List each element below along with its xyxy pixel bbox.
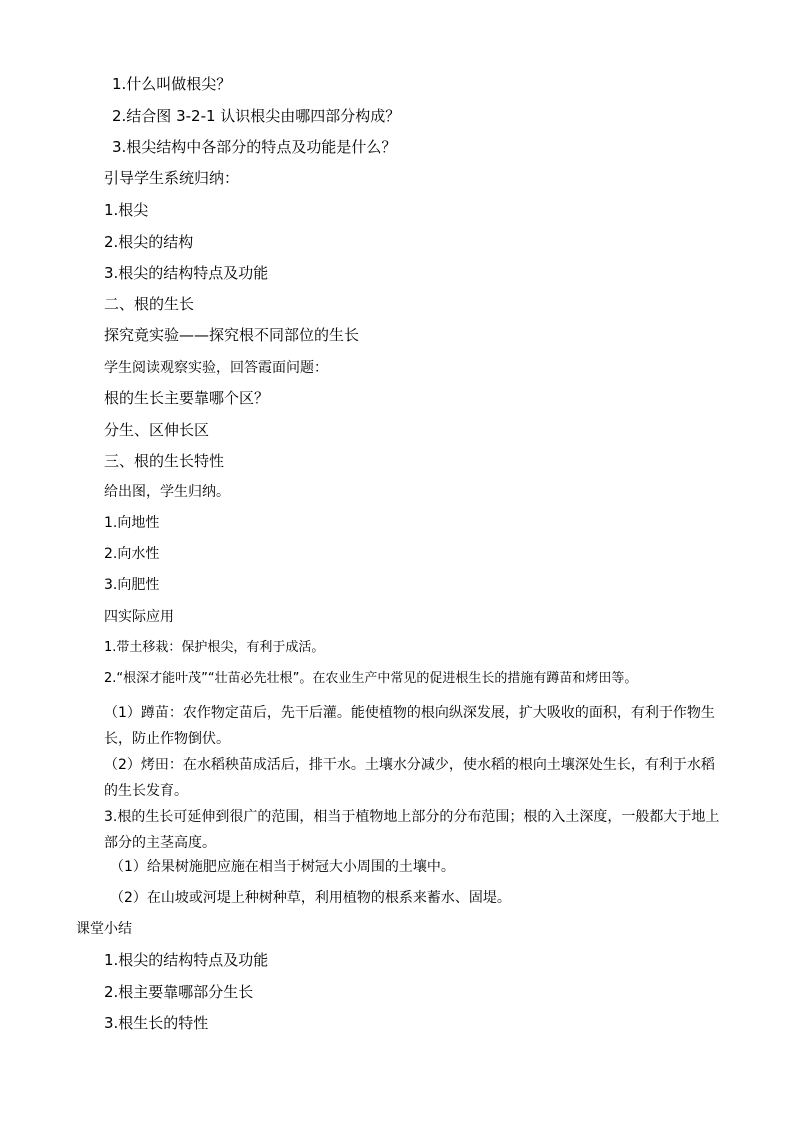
- summary-item-3: 3.根生长的特性: [104, 1014, 209, 1032]
- question-1: 1.什么叫做根尖？: [112, 75, 232, 93]
- section2-answer: 分生、区伸长区: [104, 421, 210, 439]
- section4-p1: 1.带土移栽：保护根尖，有利于成活。: [104, 640, 325, 655]
- section2-instruction: 学生阅读观察实验，回答霞面问题：: [104, 360, 328, 376]
- summary-item-1: 1.根尖的结构特点及功能: [104, 951, 269, 969]
- guide-item-2: 2.根尖的结构: [104, 233, 194, 251]
- section4-p2: 2.“根深才能叶茂”“壮苗必先壮根”。在农业生产中常见的促进根生长的措施有蹲苗和烤田等。: [104, 671, 638, 686]
- section4-p2a: （1）蹲苗：农作物定苗后，先干后灌。能使植物的根向纵深发展，扩大吸收的面积，有利于作物生长，防止作物倒伏。: [104, 705, 715, 747]
- section4-heading: 四实际应用: [104, 609, 174, 625]
- section4-p2b: （2）烤田：在水稻秧苗成活后，排干水。土壤水分减少，使水稻的根向土壤深处生长，有利于水稻的生长发育。: [104, 757, 715, 799]
- section2-experiment: 探究竟实验——探究根不同部位的生长: [104, 326, 360, 344]
- guide-item-1: 1.根尖: [104, 201, 149, 219]
- section4-p3: 3.根的生长可延伸到很广的范围，相当于植物地上部分的分布范围；根的入土深度，一般都大于地上部分的主茎高度。: [104, 809, 720, 851]
- section3-heading: 三、根的生长特性: [104, 452, 225, 470]
- question-3: 3.根尖结构中各部分的特点及功能是什么？: [112, 138, 397, 156]
- section2-heading: 二、根的生长: [104, 295, 195, 313]
- guide-intro: 引导学生系统归纳：: [104, 169, 240, 187]
- section3-item-1: 1.向地性: [104, 515, 160, 531]
- section2-question: 根的生长主要靠哪个区？: [104, 389, 270, 407]
- summary-item-2: 2.根主要靠哪部分生长: [104, 983, 254, 1001]
- section3-item-2: 2.向水性: [104, 546, 160, 562]
- section3-item-3: 3.向肥性: [104, 577, 160, 593]
- section3-intro: 给出图，学生归纳。: [104, 484, 230, 500]
- section4-p3a: （1）给果树施肥应施在相当于树冠大小周围的土壤中。: [110, 859, 455, 875]
- question-2: 2.结合图 3-2-1 认识根尖由哪四部分构成？: [112, 107, 401, 125]
- section4-p3b: （2）在山坡或河堤上种树种草，利用植物的根系来蓄水、固堤。: [110, 890, 511, 906]
- summary-heading: 课堂小结: [76, 921, 132, 937]
- guide-item-3: 3.根尖的结构特点及功能: [104, 264, 269, 282]
